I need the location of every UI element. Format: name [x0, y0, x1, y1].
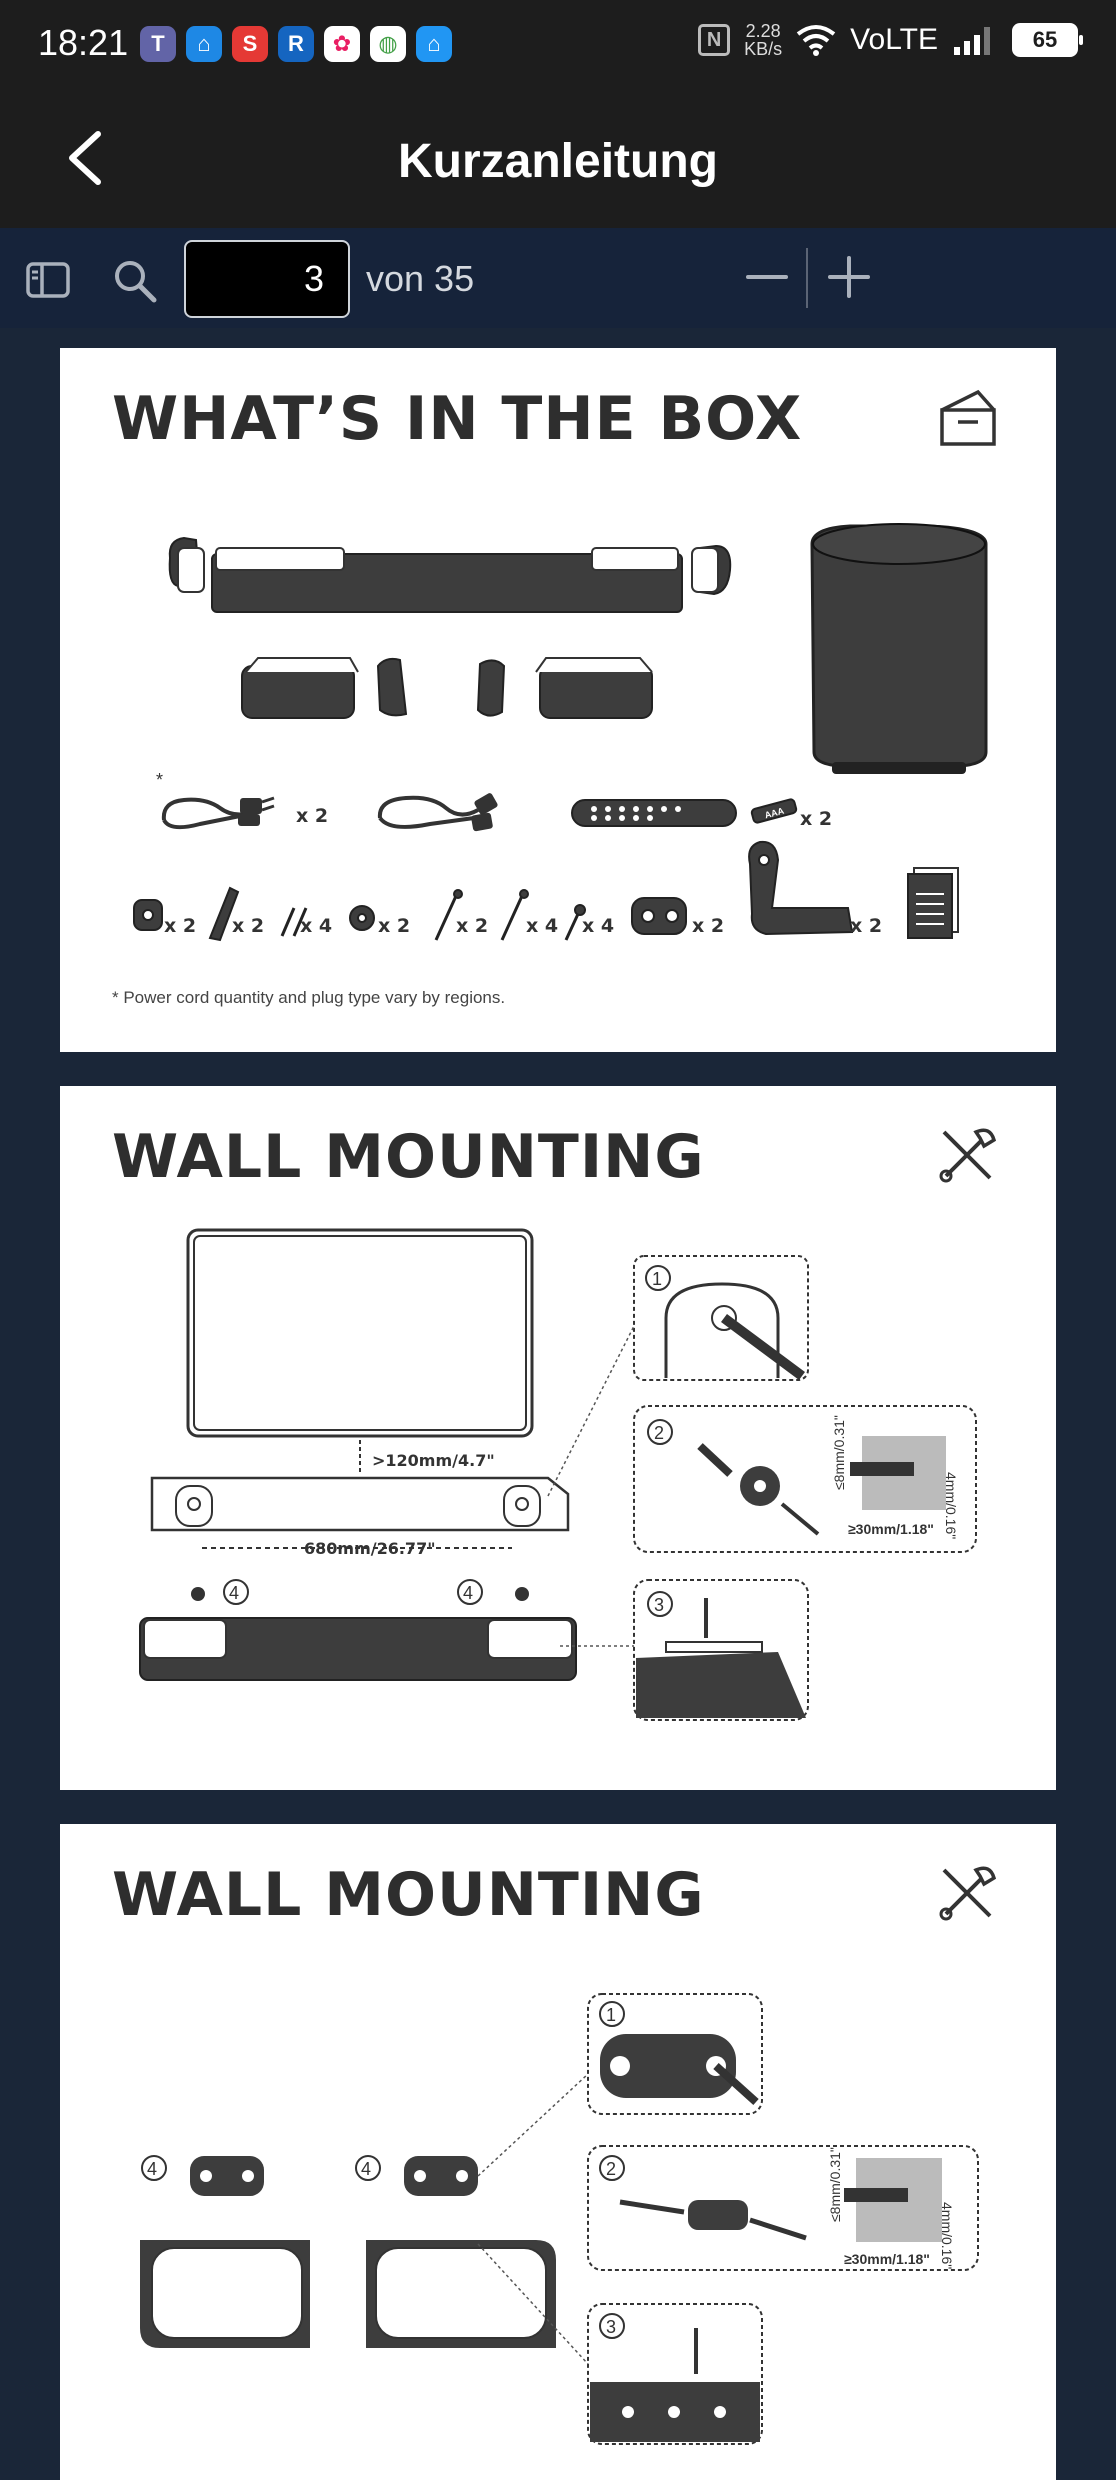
speed-value: 2.28	[745, 21, 781, 41]
smart-home-icon: ⌂	[416, 26, 452, 62]
svg-text:x 4: x 4	[582, 915, 615, 937]
svg-text:x 2: x 2	[164, 915, 197, 937]
surround-speakers-illustration	[242, 658, 652, 718]
page-count-label: von 35	[366, 258, 475, 299]
svg-text:4: 4	[147, 2159, 158, 2179]
clock: 18:21	[38, 22, 129, 63]
teams-icon: T	[140, 26, 176, 62]
status-bar	[0, 0, 1116, 92]
search-icon[interactable]	[110, 256, 158, 304]
svg-text:3: 3	[654, 1595, 665, 1615]
svg-text:2: 2	[606, 2159, 617, 2179]
nfc-icon: N	[698, 24, 730, 56]
svg-text:>120mm/4.7": >120mm/4.7"	[372, 1451, 495, 1470]
app-header	[0, 92, 1116, 228]
svg-text:x 2: x 2	[232, 915, 265, 937]
network-speed	[744, 22, 782, 58]
svg-text:3: 3	[606, 2317, 617, 2337]
svg-text:≥30mm/1.18": ≥30mm/1.18"	[844, 2251, 930, 2267]
speed-unit: KB/s	[744, 39, 783, 59]
svg-text:4: 4	[463, 1583, 474, 1603]
svg-text:2: 2	[654, 1423, 665, 1443]
page-title: Kurzanleitung	[398, 135, 718, 188]
svg-text:≥30mm/1.18": ≥30mm/1.18"	[848, 1521, 934, 1537]
wall-mounting-diagram	[60, 1086, 1056, 1790]
page-heading: WALL MOUNTING	[112, 1860, 705, 1930]
remote-control-illustration	[572, 800, 736, 826]
home-app-icon: ⌂	[186, 26, 222, 62]
pdf-toolbar	[0, 228, 1116, 328]
zoom-out-icon[interactable]	[744, 254, 790, 300]
svg-text:x 2: x 2	[456, 915, 489, 937]
footnote: * Power cord quantity and plug type vary by regions.	[112, 988, 506, 1007]
svg-text:1: 1	[652, 1269, 663, 1289]
svg-text:*: *	[156, 770, 164, 790]
subwoofer-illustration	[812, 524, 986, 774]
s-app-icon: S	[232, 26, 268, 62]
pdf-page-box-contents	[60, 348, 1056, 1052]
svg-text:≤8mm/0.31": ≤8mm/0.31"	[827, 2147, 843, 2222]
box-contents-illustration	[60, 348, 1056, 1052]
soundbar-illustration	[170, 538, 731, 612]
wifi-icon	[796, 24, 836, 56]
notification-icons	[140, 26, 452, 62]
svg-text:x 4: x 4	[526, 915, 559, 937]
svg-text:4mm/0.16": 4mm/0.16"	[943, 1472, 959, 1540]
pdf-page-wall-mounting-2	[60, 1824, 1056, 2480]
page-number-input[interactable]: 3	[184, 240, 350, 318]
page-heading: WALL MOUNTING	[112, 1122, 705, 1192]
svg-text:x 2: x 2	[800, 808, 833, 830]
svg-text:x 2: x 2	[296, 805, 329, 827]
svg-text:4mm/0.16": 4mm/0.16"	[939, 2202, 955, 2270]
power-cord-illustration	[156, 770, 274, 827]
toolbar-divider	[806, 248, 808, 308]
svg-text:x 2: x 2	[378, 915, 411, 937]
browser-icon: ◍	[370, 26, 406, 62]
zoom-in-icon[interactable]	[826, 254, 872, 300]
aaa-battery-illustration	[751, 799, 797, 824]
svg-text:1: 1	[606, 2005, 617, 2025]
svg-text:AAA: AAA	[763, 805, 785, 821]
svg-text:x 2: x 2	[850, 915, 883, 937]
svg-text:x 4: x 4	[300, 915, 333, 937]
sidebar-toggle-icon[interactable]	[24, 256, 72, 304]
network-type: VoLTE	[850, 23, 938, 56]
hdmi-cable-illustration	[380, 792, 499, 832]
signal-icon	[952, 25, 998, 55]
pdf-page-wall-mounting-1	[60, 1086, 1056, 1790]
svg-text:x 2: x 2	[692, 915, 725, 937]
svg-text:4: 4	[361, 2159, 372, 2179]
svg-text:680mm/26.77": 680mm/26.77"	[304, 1539, 436, 1558]
surround-mounting-diagram	[60, 1824, 1056, 2480]
svg-text:4: 4	[229, 1583, 240, 1603]
page-heading: WHAT’S IN THE BOX	[112, 384, 803, 454]
battery-indicator: 65	[1012, 23, 1078, 57]
photos-icon: ✿	[324, 26, 360, 62]
svg-text:≤8mm/0.31": ≤8mm/0.31"	[831, 1415, 847, 1490]
r-app-icon: R	[278, 26, 314, 62]
